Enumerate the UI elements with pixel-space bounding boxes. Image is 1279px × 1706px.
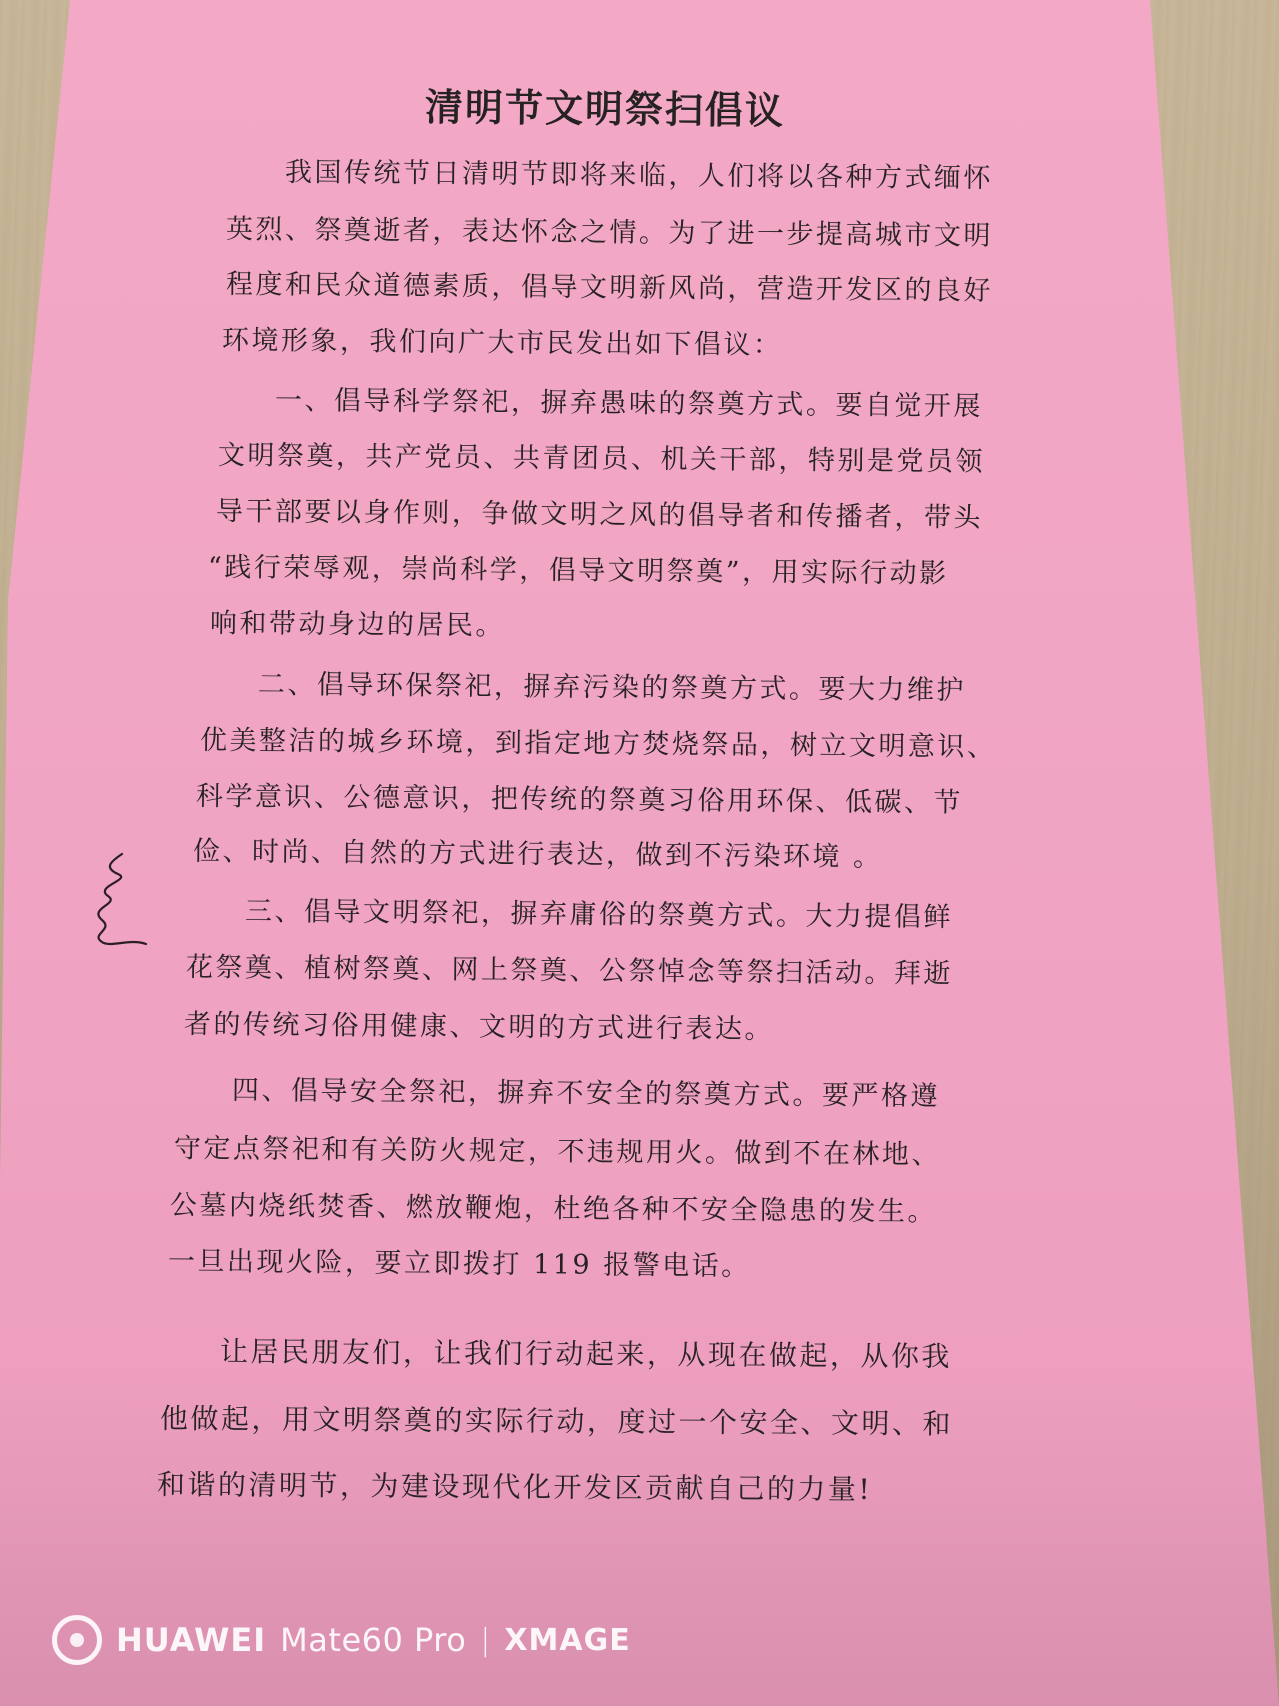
paragraph-line: 导干部要以身作则，争做文明之风的倡导者和传播者，带头: [215, 496, 984, 534]
paragraph-line: “践行荣辱观，崇尚科学，倡导文明祭奠”，用实际行动影: [207, 552, 949, 590]
paragraph-line: 花祭奠、植树祭奠、网上祭奠、公祭悼念等祭扫活动。拜逝: [185, 952, 954, 990]
paragraph-line: 公墓内烧纸焚香、燃放鞭炮，杜绝各种不安全隐患的发生。: [169, 1190, 938, 1228]
paragraph-line: 俭、时尚、自然的方式进行表达，做到不污染环境 。: [192, 836, 883, 874]
paragraph-line: 二、倡导环保祭祀，摒弃污染的祭奠方式。要大力维护: [257, 669, 967, 707]
paragraph-line: 一旦出现火险，要立即拨打 119 报警电话。: [167, 1246, 751, 1283]
paragraph-line: 四、倡导安全祭祀，摒弃不安全的祭奠方式。要严格遵: [231, 1075, 941, 1113]
paragraph-line: 优美整洁的城乡环境，到指定地方焚烧祭品，树立文明意识、: [199, 725, 997, 763]
paragraph-line: 科学意识、公德意识，把传统的祭奠习俗用环保、低碳、节: [195, 781, 964, 819]
paragraph-line: 让居民朋友们，让我们行动起来，从现在做起，从你我: [219, 1335, 953, 1374]
watermark-xmage: XMAGE: [504, 1622, 631, 1658]
paragraph-line: 响和带动身边的居民。: [209, 608, 506, 642]
watermark-brand: HUAWEI: [116, 1621, 267, 1659]
paragraph-line: 他做起，用文明祭奠的实际行动，度过一个安全、文明、和: [159, 1402, 954, 1441]
paragraph-line: 和谐的清明节，为建设现代化开发区贡献自己的力量!: [156, 1468, 873, 1506]
paragraph-line: 文明祭奠，共产党员、共青团员、机关干部，特别是党员领: [217, 440, 986, 478]
paragraph-line: 英烈、祭奠逝者，表达怀念之情。为了进一步提高城市文明: [225, 214, 994, 252]
paragraph-line: 三、倡导文明祭祀，摒弃庸俗的祭奠方式。大力提倡鲜: [244, 896, 954, 934]
paragraph-line: 者的传统习俗用健康、文明的方式进行表达。: [183, 1009, 775, 1046]
handwritten-scribble-mark: [80, 850, 170, 950]
document-title: 清明节文明祭扫倡议: [424, 84, 786, 133]
paragraph-line: 守定点祭祀和有关防火规定，不违规用火。做到不在林地、: [173, 1133, 942, 1171]
paragraph-line: 环境形象，我们向广大市民发出如下倡议：: [221, 325, 783, 361]
paragraph-line: 我国传统节日清明节即将来临，人们将以各种方式缅怀: [284, 157, 994, 195]
paragraph-line: 程度和民众道德素质，倡导文明新风尚，营造开发区的良好: [225, 269, 994, 307]
camera-lens-logo-icon: [52, 1615, 102, 1665]
watermark-separator: |: [480, 1622, 491, 1658]
paragraph-line: 一、倡导科学祭祀，摒弃愚味的祭奠方式。要自觉开展: [274, 385, 984, 423]
camera-watermark: [52, 1612, 631, 1668]
watermark-model: Mate60 Pro: [280, 1621, 467, 1659]
